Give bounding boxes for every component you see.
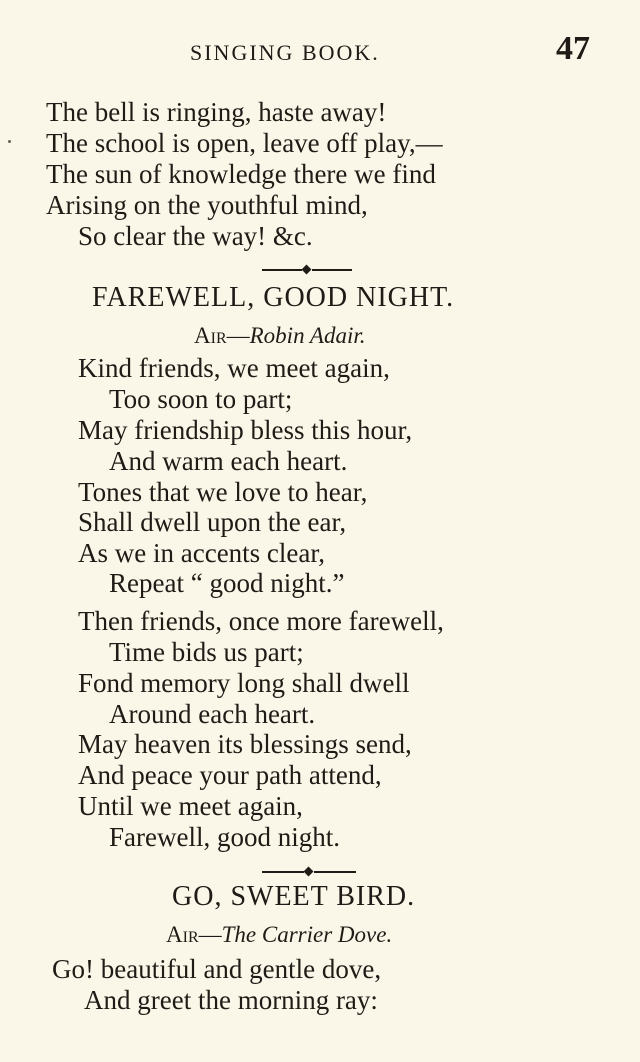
verse-line: Until we meet again,: [78, 791, 303, 821]
tune-line: [166, 921, 392, 949]
verse-line: May friendship bless this hour,: [78, 415, 413, 445]
tune-line: [194, 322, 366, 350]
verse-line: Kind friends, we meet again,: [78, 353, 390, 383]
verse-line: Go! beautiful and gentle dove,: [52, 954, 382, 984]
verse-line: So clear the way! &c.: [78, 221, 313, 251]
divider-diamond: [304, 867, 314, 877]
verse-line: As we in accents clear,: [78, 538, 326, 568]
verse-line: The bell is ringing, haste away!: [46, 97, 387, 127]
divider-rule-right: [312, 269, 352, 271]
running-header: SINGING BOOK.: [190, 40, 380, 65]
verse-line: Around each heart.: [109, 699, 316, 729]
verse-line: Then friends, once more farewell,: [78, 606, 444, 636]
margin-speck: [8, 140, 11, 143]
verse-line: Repeat “ good night.”: [109, 568, 345, 598]
tune-label: Air—: [194, 323, 250, 348]
verse-line: Fond memory long shall dwell: [78, 668, 410, 698]
divider-rule-left: [262, 269, 302, 271]
page-number: 47: [556, 30, 590, 67]
divider-diamond: [302, 265, 312, 275]
verse-line: Tones that we love to hear,: [78, 477, 368, 507]
verse-line: Shall dwell upon the ear,: [78, 507, 347, 537]
verse-line: And peace your path attend,: [78, 760, 382, 790]
verse-line: The school is open, leave off play,—: [46, 128, 443, 158]
divider-rule-right: [314, 871, 356, 873]
song-title: FAREWELL, GOOD NIGHT.: [92, 282, 455, 313]
verse-line: May heaven its blessings send,: [78, 729, 412, 759]
verse-line: Too soon to part;: [109, 384, 293, 414]
verse-line: Farewell, good night.: [109, 822, 340, 852]
tune-label: Air—: [166, 922, 222, 947]
verse-line: And greet the morning ray:: [84, 985, 378, 1015]
verse-line: The sun of knowledge there we find: [46, 159, 436, 189]
section-divider: [262, 867, 356, 877]
section-divider: [262, 265, 352, 275]
verse-line: Arising on the youthful mind,: [46, 190, 368, 220]
verse-line: Time bids us part;: [109, 637, 304, 667]
verse-line: And warm each heart.: [109, 446, 348, 476]
tune-name: The Carrier Dove.: [221, 922, 393, 947]
divider-rule-left: [262, 871, 304, 873]
song-title: GO, SWEET BIRD.: [172, 881, 416, 912]
tune-name: Robin Adair.: [249, 323, 366, 348]
